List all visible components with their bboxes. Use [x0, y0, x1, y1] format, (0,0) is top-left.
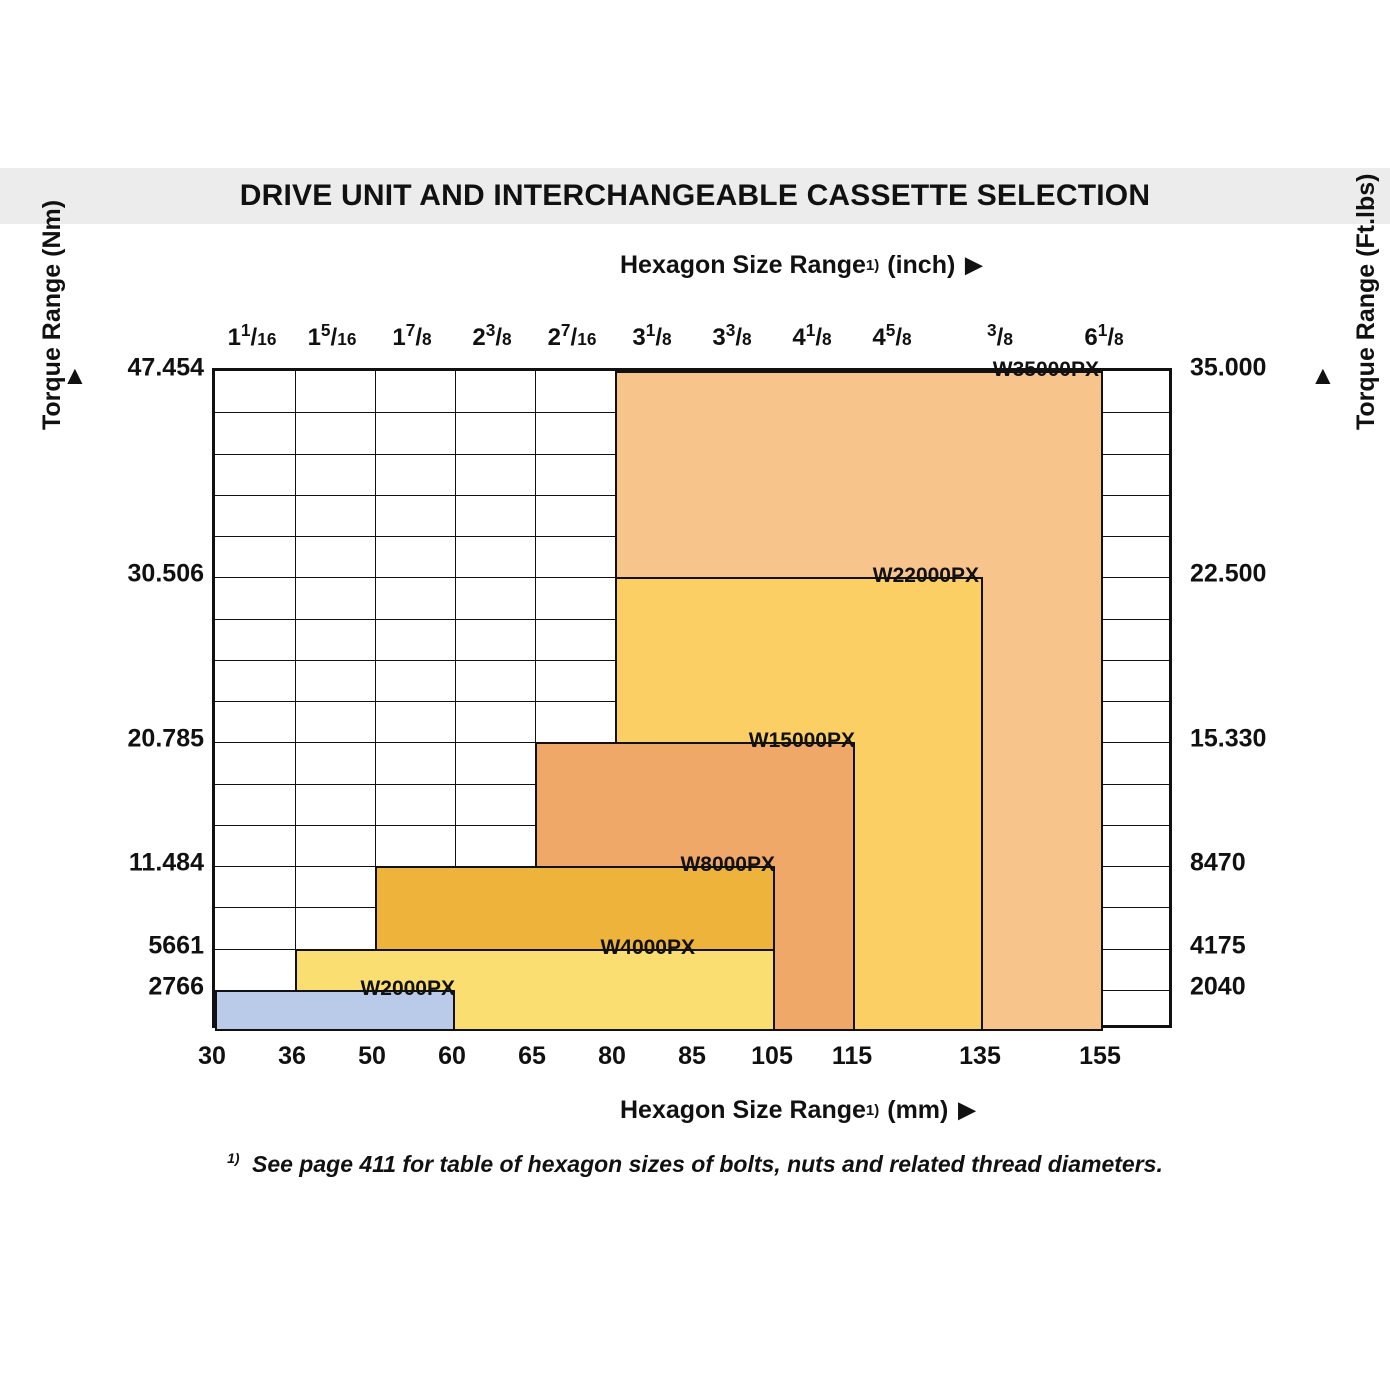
- right-axis-title: Torque Range (Ft.lbs): [1352, 173, 1380, 430]
- x-tick-mm: 105: [751, 1042, 793, 1070]
- bottom-axis-title-text: Hexagon Size Range: [620, 1095, 866, 1124]
- left-axis-title: Torque Range (Nm): [38, 199, 66, 430]
- series-label-w22000px: W22000PX: [872, 564, 979, 588]
- x-tick-inch: $3^1/8$: [632, 320, 672, 351]
- right-arrow-icon: ▶: [965, 252, 983, 277]
- series-label-w2000px: W2000PX: [360, 976, 455, 1000]
- x-tick-mm: 60: [438, 1042, 466, 1070]
- top-axis-footnote-marker: 1): [865, 256, 880, 274]
- x-tick-mm: 50: [358, 1042, 386, 1070]
- y-tick-nm: 11.484: [128, 848, 204, 877]
- y-tick-nm: 47.454: [127, 353, 204, 382]
- footnote-text: See page 411 for table of hexagon sizes of bolts, nuts and related thread diameters.: [251, 1150, 1163, 1177]
- footnote: [0, 1150, 1390, 1178]
- y-tick-ftlbs: 4175: [1190, 931, 1246, 959]
- x-tick-inch: $^3$/8: [987, 320, 1013, 351]
- x-tick-mm: 135: [959, 1042, 1001, 1070]
- grid-line-vertical: [295, 371, 296, 1025]
- page-title: DRIVE UNIT AND INTERCHANGEABLE CASSETTE SELECTION: [239, 179, 1151, 212]
- series-label-w35000px: W35000PX: [992, 358, 1099, 381]
- x-tick-inch: $1^7/8$: [392, 320, 432, 351]
- x-tick-inch: $6^1/8$: [1084, 320, 1124, 351]
- bottom-axis-title: [620, 1092, 1260, 1128]
- up-arrow-right-icon: ▲: [1310, 360, 1336, 390]
- chart-title-bar: [0, 168, 1390, 224]
- x-tick-inch: $3^3/8$: [712, 320, 752, 351]
- x-tick-inch: $4^5/8$: [872, 320, 912, 351]
- x-tick-inch: $1^5/16$: [307, 320, 357, 351]
- x-tick-inch: $2^7/16$: [547, 320, 597, 351]
- bottom-axis-footnote-marker: 1): [865, 1101, 880, 1119]
- chart-plot-area: [212, 358, 1172, 1028]
- y-tick-ftlbs: 35.000: [1190, 353, 1267, 382]
- x-tick-inch: $1^1/16$: [227, 320, 277, 351]
- x-tick-mm: 36: [278, 1042, 306, 1070]
- x-tick-mm: 85: [678, 1042, 706, 1070]
- x-tick-mm: 155: [1079, 1042, 1121, 1070]
- x-tick-inch: $4^1/8$: [792, 320, 832, 351]
- top-axis-unit: (inch): [887, 250, 956, 279]
- x-tick-inch: $2^3/8$: [472, 320, 512, 351]
- series-label-w4000px: W4000PX: [600, 935, 695, 959]
- x-tick-mm: 65: [518, 1042, 546, 1070]
- right-arrow-icon-bottom: ▶: [958, 1097, 976, 1122]
- bottom-axis-unit: (mm): [887, 1095, 949, 1124]
- x-tick-mm: 30: [198, 1042, 226, 1070]
- up-arrow-left-icon: ▲: [62, 360, 88, 390]
- y-tick-ftlbs: 8470: [1190, 848, 1246, 877]
- y-tick-nm: 20.785: [127, 724, 204, 753]
- y-tick-ftlbs: 2040: [1190, 972, 1246, 1001]
- y-tick-ftlbs: 15.330: [1190, 724, 1267, 753]
- top-axis-title: [620, 248, 1240, 282]
- y-tick-nm: 2766: [148, 972, 204, 1001]
- x-tick-mm: 80: [598, 1042, 626, 1070]
- y-tick-ftlbs: 22.500: [1190, 559, 1267, 588]
- y-tick-nm: 5661: [148, 931, 204, 959]
- y-tick-nm: 30.506: [127, 559, 204, 588]
- series-label-w8000px: W8000PX: [680, 853, 775, 876]
- top-axis-title-text: Hexagon Size Range: [620, 250, 866, 279]
- footnote-marker: 1): [227, 1150, 240, 1166]
- series-label-w15000px: W15000PX: [748, 729, 855, 753]
- x-tick-mm: 115: [831, 1042, 873, 1070]
